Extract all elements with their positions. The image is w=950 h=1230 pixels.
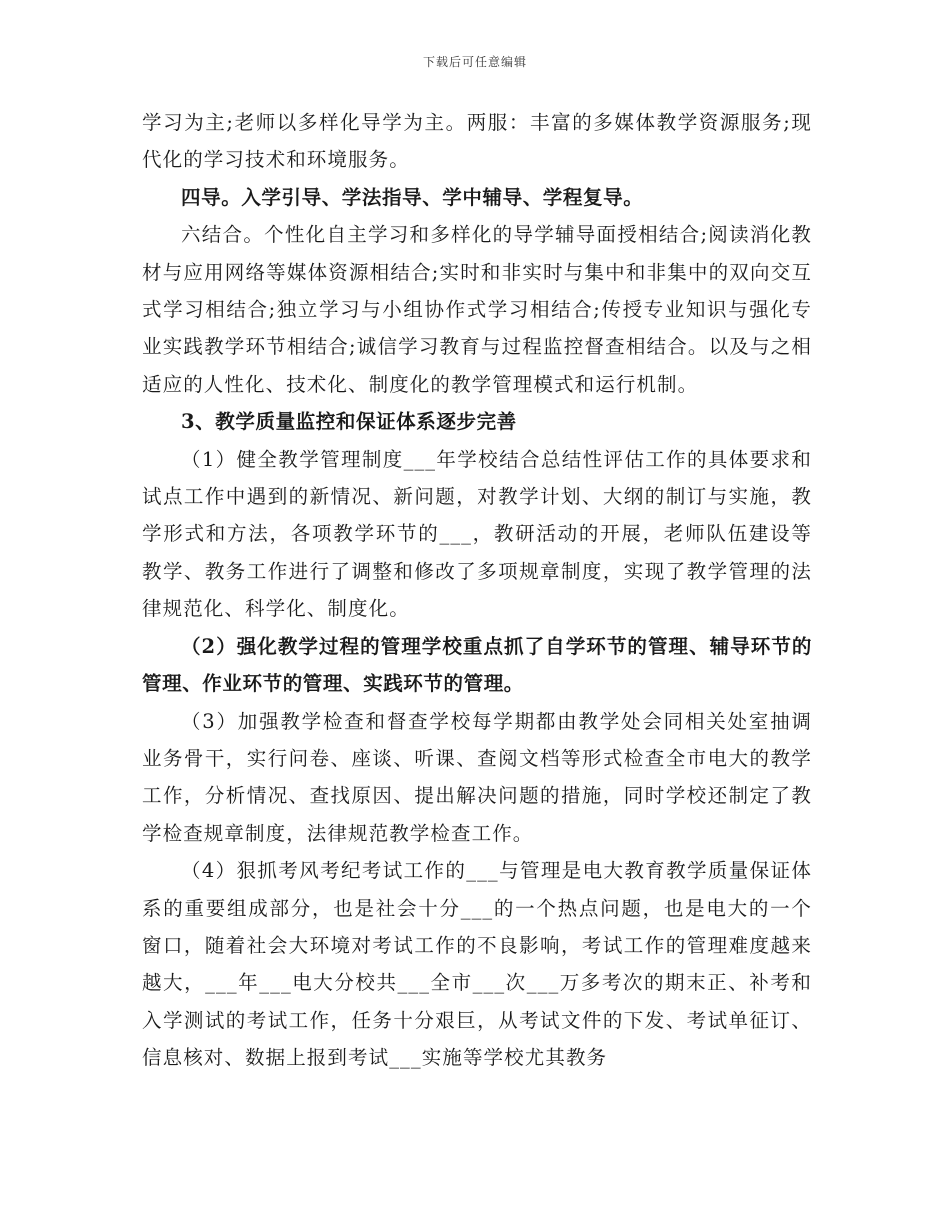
document-body xyxy=(142,104,812,1077)
paragraph-six-combinations: 六结合。个性化自主学习和多样化的导学辅导面授相结合;阅读消化教材与应用网络等媒体资源相结合;实时和非实时与集中和非集中的双向交互式学习相结合;独立学习与小组协作式学习相结合;传授专业知识与强化专业实践教学环节相结合;诚信学习教育与过程监控督查相结合。以及与之相适应的人性化、技术化、制度化的教学管理模式和运行机制。 xyxy=(142,223,812,396)
paragraph-four-guides: 四导。入学引导、学法指导、学中辅导、学程复导。 xyxy=(181,185,644,209)
paragraph-continuation: 学习为主;老师以多样化导学为主。两服：丰富的多媒体教学资源服务;现代化的学习技术和环境服务。 xyxy=(142,111,812,172)
paragraph-item-1: （1）健全教学管理制度___年学校结合总结性评估工作的具体要求和试点工作中遇到的新情况、新问题，对教学计划、大纲的制订与实施，教学形式和方法，各项教学环节的___，教研活动的开展，老师队伍建设等教学、教务工作进行了调整和修改了多项规章制度，实现了教学管理的法律规范化、科学化、制度化。 xyxy=(142,447,812,621)
paragraph-item-2: （2）强化教学过程的管理学校重点抓了自学环节的管理、辅导环节的管理、作业环节的管理、实践环节的管理。 xyxy=(142,634,812,696)
page-header: 下载后可任意编辑 xyxy=(422,55,527,69)
paragraph-item-3: （3）加强教学检查和督查学校每学期都由教学处会同相关处室抽调业务骨干，实行问卷、座谈、听课、查阅文档等形式检查全市电大的教学工作，分析情况、查找原因、提出解决问题的措施，同时学校还制定了教学检查规章制度，法律规范教学检查工作。 xyxy=(142,709,812,845)
paragraph-item-4: （4）狠抓考风考纪考试工作的___与管理是电大教育教学质量保证体系的重要组成部分，也是社会十分___的一个热点问题，也是电大的一个窗口，随着社会大环境对考试工作的不良影响，考试工作的管理难度越来越大，___年___电大分校共___全市___次___万多考次的期末正、补考和入学测试的考试工作，任务十分艰巨，从考试文件的下发、考试单征订、信息核对、数据上报到考试___实施等学校尤其教务 xyxy=(142,859,812,1070)
section-heading-quality-monitoring: 3、教学质量监控和保证体系逐步完善 xyxy=(181,410,517,434)
